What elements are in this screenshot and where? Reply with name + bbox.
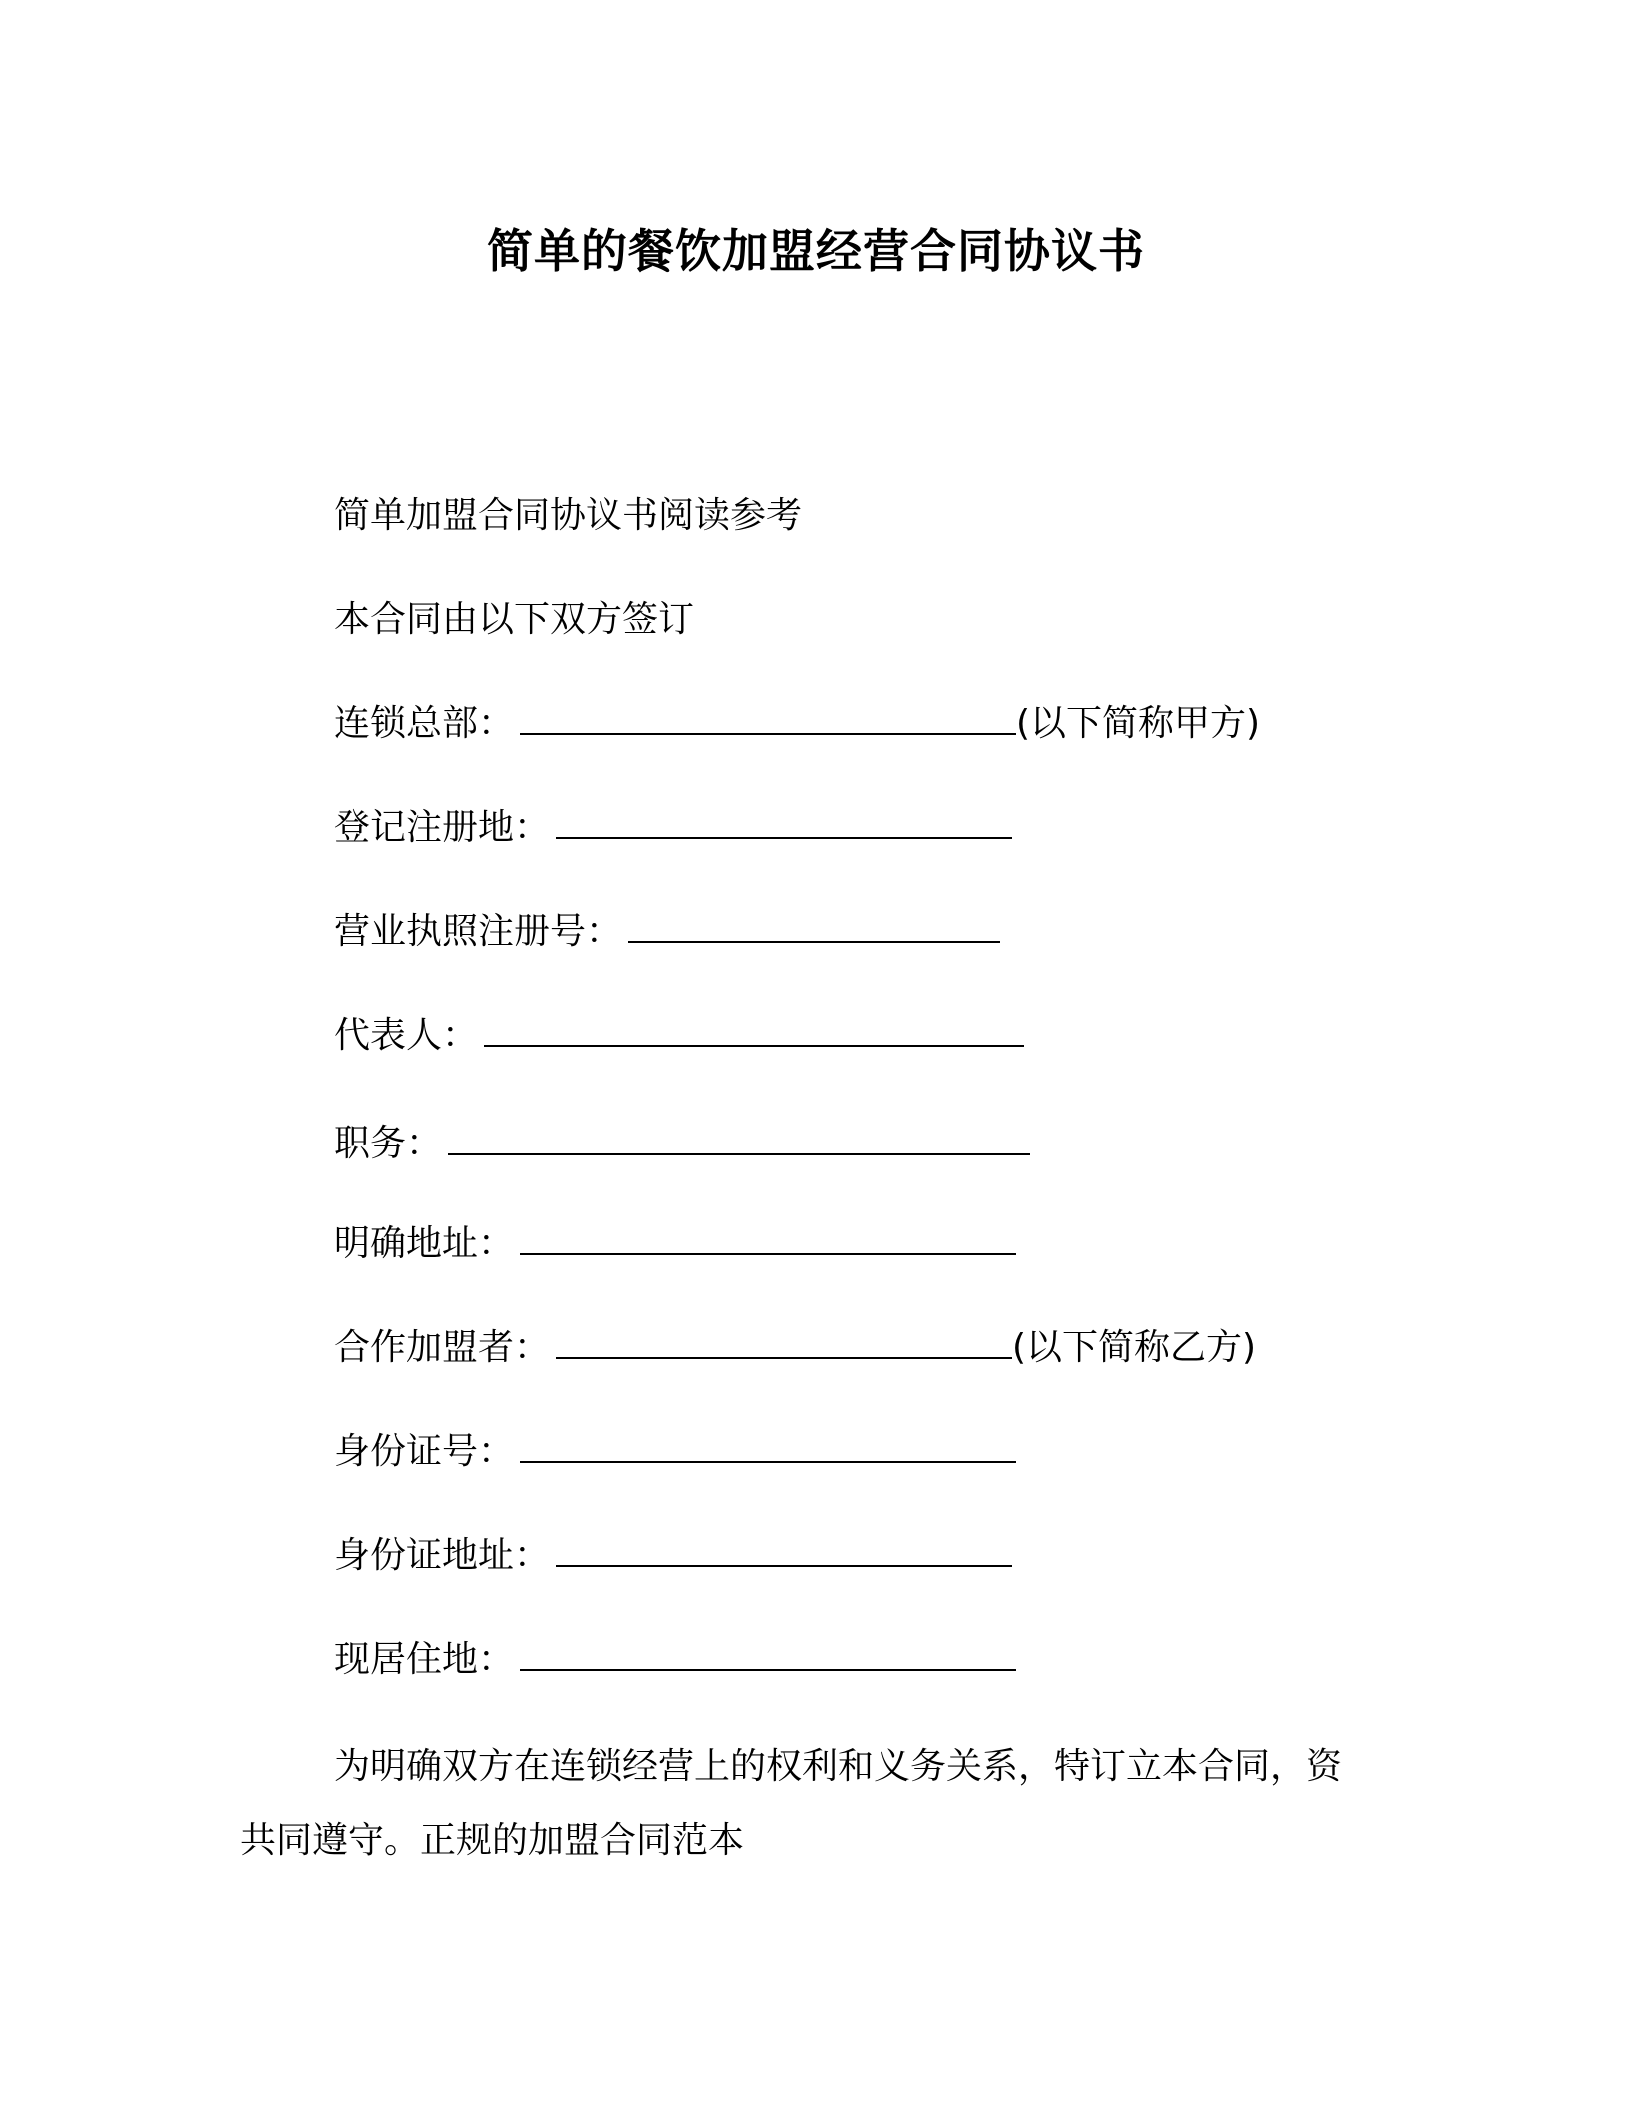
field-label: 连锁总部：	[334, 703, 515, 744]
blank-line	[484, 1015, 1024, 1047]
blank-line	[520, 703, 1016, 735]
field-registered-place	[334, 806, 1012, 850]
field-id-address	[334, 1534, 1012, 1578]
purpose-paragraph	[240, 1730, 1390, 1878]
field-label: 现居住地：	[334, 1639, 515, 1680]
blank-line	[556, 807, 1012, 839]
blank-line	[556, 1327, 1012, 1359]
field-label: 营业执照注册号：	[334, 911, 623, 952]
field-label: 代表人：	[334, 1015, 479, 1056]
field-franchisee	[334, 1326, 1256, 1370]
blank-line	[448, 1123, 1030, 1155]
paragraph-line: 为明确双方在连锁经营上的权利和义务关系，特订立本合同，资	[334, 1746, 1343, 1787]
field-label: 合作加盟者：	[334, 1327, 551, 1368]
intro-heading: 简单加盟合同协议书阅读参考	[334, 495, 803, 536]
field-label: 职务：	[334, 1123, 443, 1164]
field-license-number	[334, 910, 1000, 954]
field-chain-hq	[334, 702, 1260, 746]
blank-line	[628, 911, 1000, 943]
blank-line	[520, 1639, 1016, 1671]
field-representative	[334, 1014, 1024, 1058]
signing-line: 本合同由以下双方签订	[334, 599, 695, 640]
field-current-residence	[334, 1638, 1016, 1682]
field-position	[334, 1122, 1030, 1166]
field-id-number	[334, 1430, 1016, 1474]
field-label: 明确地址：	[334, 1223, 515, 1264]
blank-line	[556, 1535, 1012, 1567]
document-title: 简单的餐饮加盟经营合同协议书	[487, 224, 1145, 278]
field-label: 身份证号：	[334, 1431, 515, 1472]
field-label: 身份证地址：	[334, 1535, 551, 1576]
field-suffix: (以下简称甲方)	[1016, 703, 1261, 744]
field-address	[334, 1222, 1016, 1266]
blank-line	[520, 1223, 1016, 1255]
paragraph-line: 共同遵守。正规的加盟合同范本	[240, 1820, 745, 1861]
field-label: 登记注册地：	[334, 807, 551, 848]
field-suffix: (以下简称乙方)	[1012, 1327, 1257, 1368]
blank-line	[520, 1431, 1016, 1463]
